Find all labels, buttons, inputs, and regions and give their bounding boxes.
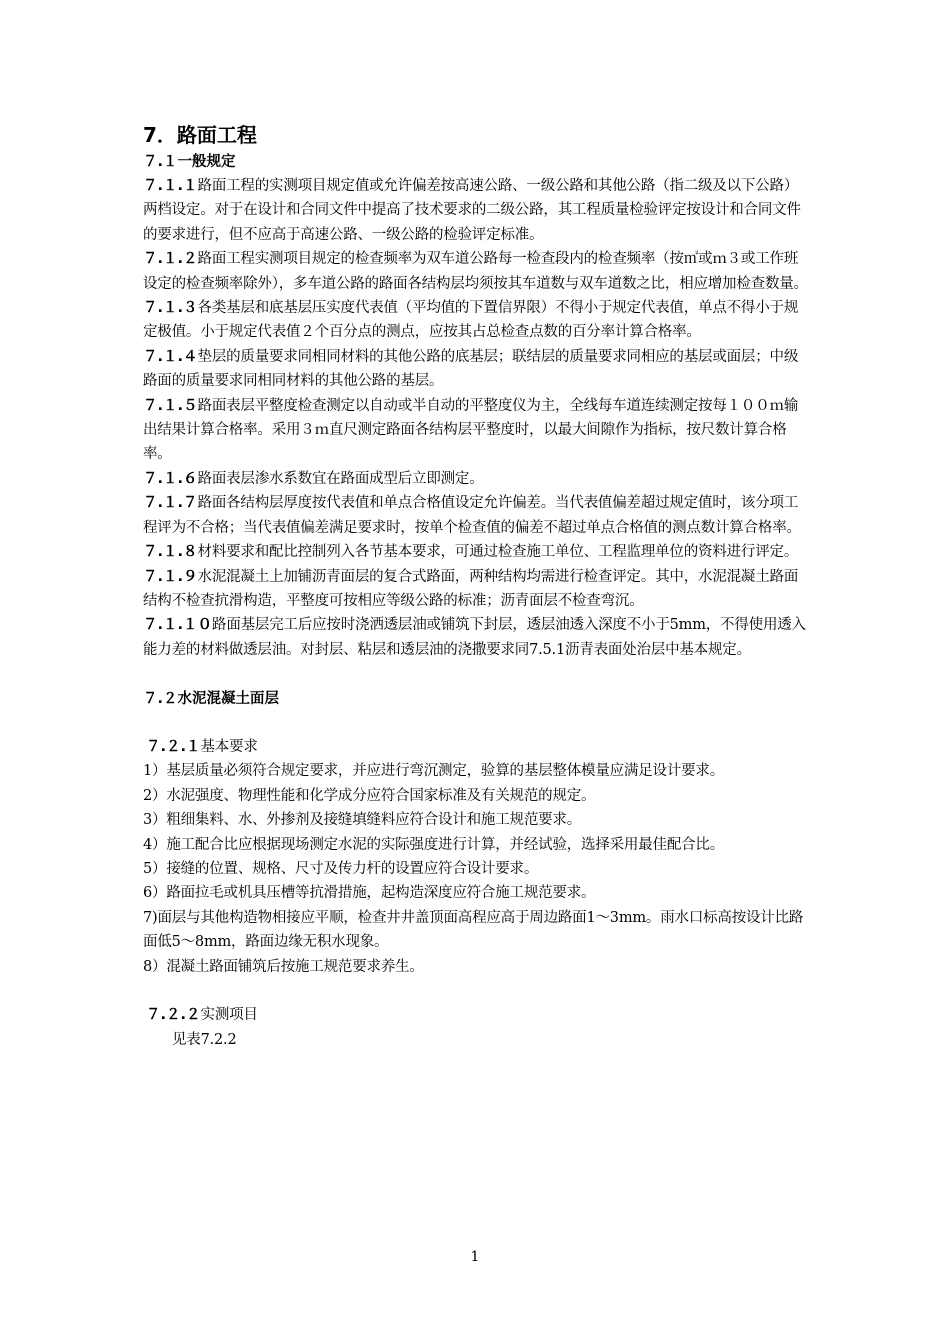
section-heading-7-1: ７.１一般规定 (143, 154, 236, 170)
requirement-item: 4）施工配合比应根据现场测定水泥的实际强度进行计算，并经试验，选择采用最佳配合比。 (143, 836, 725, 853)
clause-text: 垫层的质量要求同相同材料的其他公路的底基层；联结层的质量要求同相应的基层或面层；中级路面的质量要求同相同材料的其他公路的基层。 (143, 348, 799, 390)
clause-paragraph (143, 491, 810, 540)
subsection-number: ７.２.２ (146, 1007, 201, 1024)
requirement-item: 3）粗细集料、水、外掺剂及接缝填缝料应符合设计和施工规范要求。 (143, 812, 582, 829)
clause-number: ７.１.４ (143, 348, 198, 365)
subsection-7-2-2 (143, 1003, 810, 1027)
clause-number: ７.１.３ (143, 300, 198, 317)
clause-paragraph (143, 247, 810, 296)
clause-paragraph (143, 394, 810, 467)
clause-number: ７.１.１ (143, 178, 198, 194)
clause-text: 路面表层平整度检查测定以自动或半自动的平整度仪为主，全线每车道连续测定按每１００ｍ输出结果计算合格率。采用３ｍ直尺测定路面各结构层平整度时，以最大间隙作为指标，按尺数计算合格率。 (143, 397, 799, 463)
subsection-title: 基本要求 (200, 738, 258, 755)
clause-text: 各类基层和底基层压实度代表值（平均值的下置信界限）不得小于规定代表值，单点不得小于规定极值。小于规定代表值２个百分点的测点，应按其占总检查点数的百分率计算合格率。 (143, 300, 799, 341)
clause-number: ７.１.６ (143, 470, 198, 487)
clause-number: ７.１.１０ (143, 617, 213, 634)
clause-text: 路面工程的实测项目规定值或允许偏差按高速公路、一级公路和其他公路（指二级及以下公路）两档设定。对于在设计和合同文件中提高了技术要求的二级公路，其工程质量检验评定按设计和合同文件的要求进行，但不应高于高速公路、一级公路的检验评定标准。 (143, 178, 801, 243)
page-number: 1 (470, 1249, 480, 1265)
clause-paragraph (143, 613, 810, 662)
clause-text: 路面工程实测项目规定的检查频率为双车道公路每一检查段内的检查频率（按㎡或ｍ３或工作班设定的检查频率除外），多车道公路的路面各结构层均须按其车道数与双车道数之比，相应增加检查数量。 (143, 251, 808, 292)
subsection-number: ７.２.１ (146, 738, 201, 755)
chapter-title: 7．路面工程 (143, 123, 257, 147)
section-heading-7-2: ７.２水泥混凝土面层 (143, 690, 280, 707)
requirement-item: 8）混凝土路面铺筑后按施工规范要求养生。 (143, 958, 424, 975)
clause-paragraph (143, 174, 810, 247)
clause-number: ７.１.５ (143, 397, 198, 414)
clause-text: 路面基层完工后应按时浇洒透层油或铺筑下封层，透层油透入深度不小于5mm，不得使用透入能力差的材料做透层油。对封层、粘层和透层油的浇撒要求同7.5.1沥青表面处治层中基本规定。 (143, 617, 806, 658)
requirement-item: 6）路面拉毛或机具压槽等抗滑措施，起构造深度应符合施工规范要求。 (143, 885, 596, 902)
requirements-list (143, 759, 810, 979)
subsection-title: 实测项目 (200, 1007, 258, 1024)
clause-paragraph (143, 296, 810, 345)
clause-paragraph (143, 345, 810, 394)
clause-paragraph (143, 467, 810, 491)
document-body (143, 120, 810, 1052)
clause-paragraph (143, 565, 810, 614)
clause-number: ７.１.７ (143, 495, 198, 512)
subsection-7-2-1 (143, 735, 810, 759)
clause-paragraph (143, 540, 810, 564)
blank-line (143, 711, 810, 735)
requirement-item: 1）基层质量必须符合规定要求，并应进行弯沉测定，验算的基层整体模量应满足设计要求。 (143, 763, 725, 780)
requirement-item: 5）接缝的位置、规格、尺寸及传力杆的设置应符合设计要求。 (143, 860, 539, 877)
see-table-note: 见表7.2.2 (172, 1031, 237, 1048)
clause-number: ７.１.９ (143, 568, 198, 585)
blank-line (143, 662, 810, 686)
clause-text: 水泥混凝土上加铺沥青面层的复合式路面，两种结构均需进行检查评定。其中，水泥混凝土路面结构不检查抗滑构造，平整度可按相应等级公路的标准；沥青面层不检查弯沉。 (143, 568, 799, 609)
clause-text: 材料要求和配比控制列入各节基本要求，可通过检查施工单位、工程监理单位的资料进行评定。 (197, 544, 799, 561)
clause-number: ７.１.８ (143, 544, 198, 561)
blank-line (143, 979, 810, 1003)
requirement-item: 2）水泥强度、物理性能和化学成分应符合国家标准及有关规范的规定。 (143, 787, 596, 804)
clause-text: 路面表层渗水系数宜在路面成型后立即测定。 (197, 470, 484, 487)
requirement-item: 7)面层与其他构造物相接应平顺，检查井井盖顶面高程应高于周边路面1～3mm。雨水口标高按设计比路面低5～8mm，路面边缘无积水现象。 (143, 909, 804, 951)
section-7-1-items (143, 174, 810, 662)
clause-number: ７.１.２ (143, 251, 198, 268)
clause-text: 路面各结构层厚度按代表值和单点合格值设定允许偏差。当代表值偏差超过规定值时，该分项工程评为不合格；当代表值偏差满足要求时，按单个检查值的偏差不超过单点合格值的测点数计算合格率。 (143, 495, 801, 536)
